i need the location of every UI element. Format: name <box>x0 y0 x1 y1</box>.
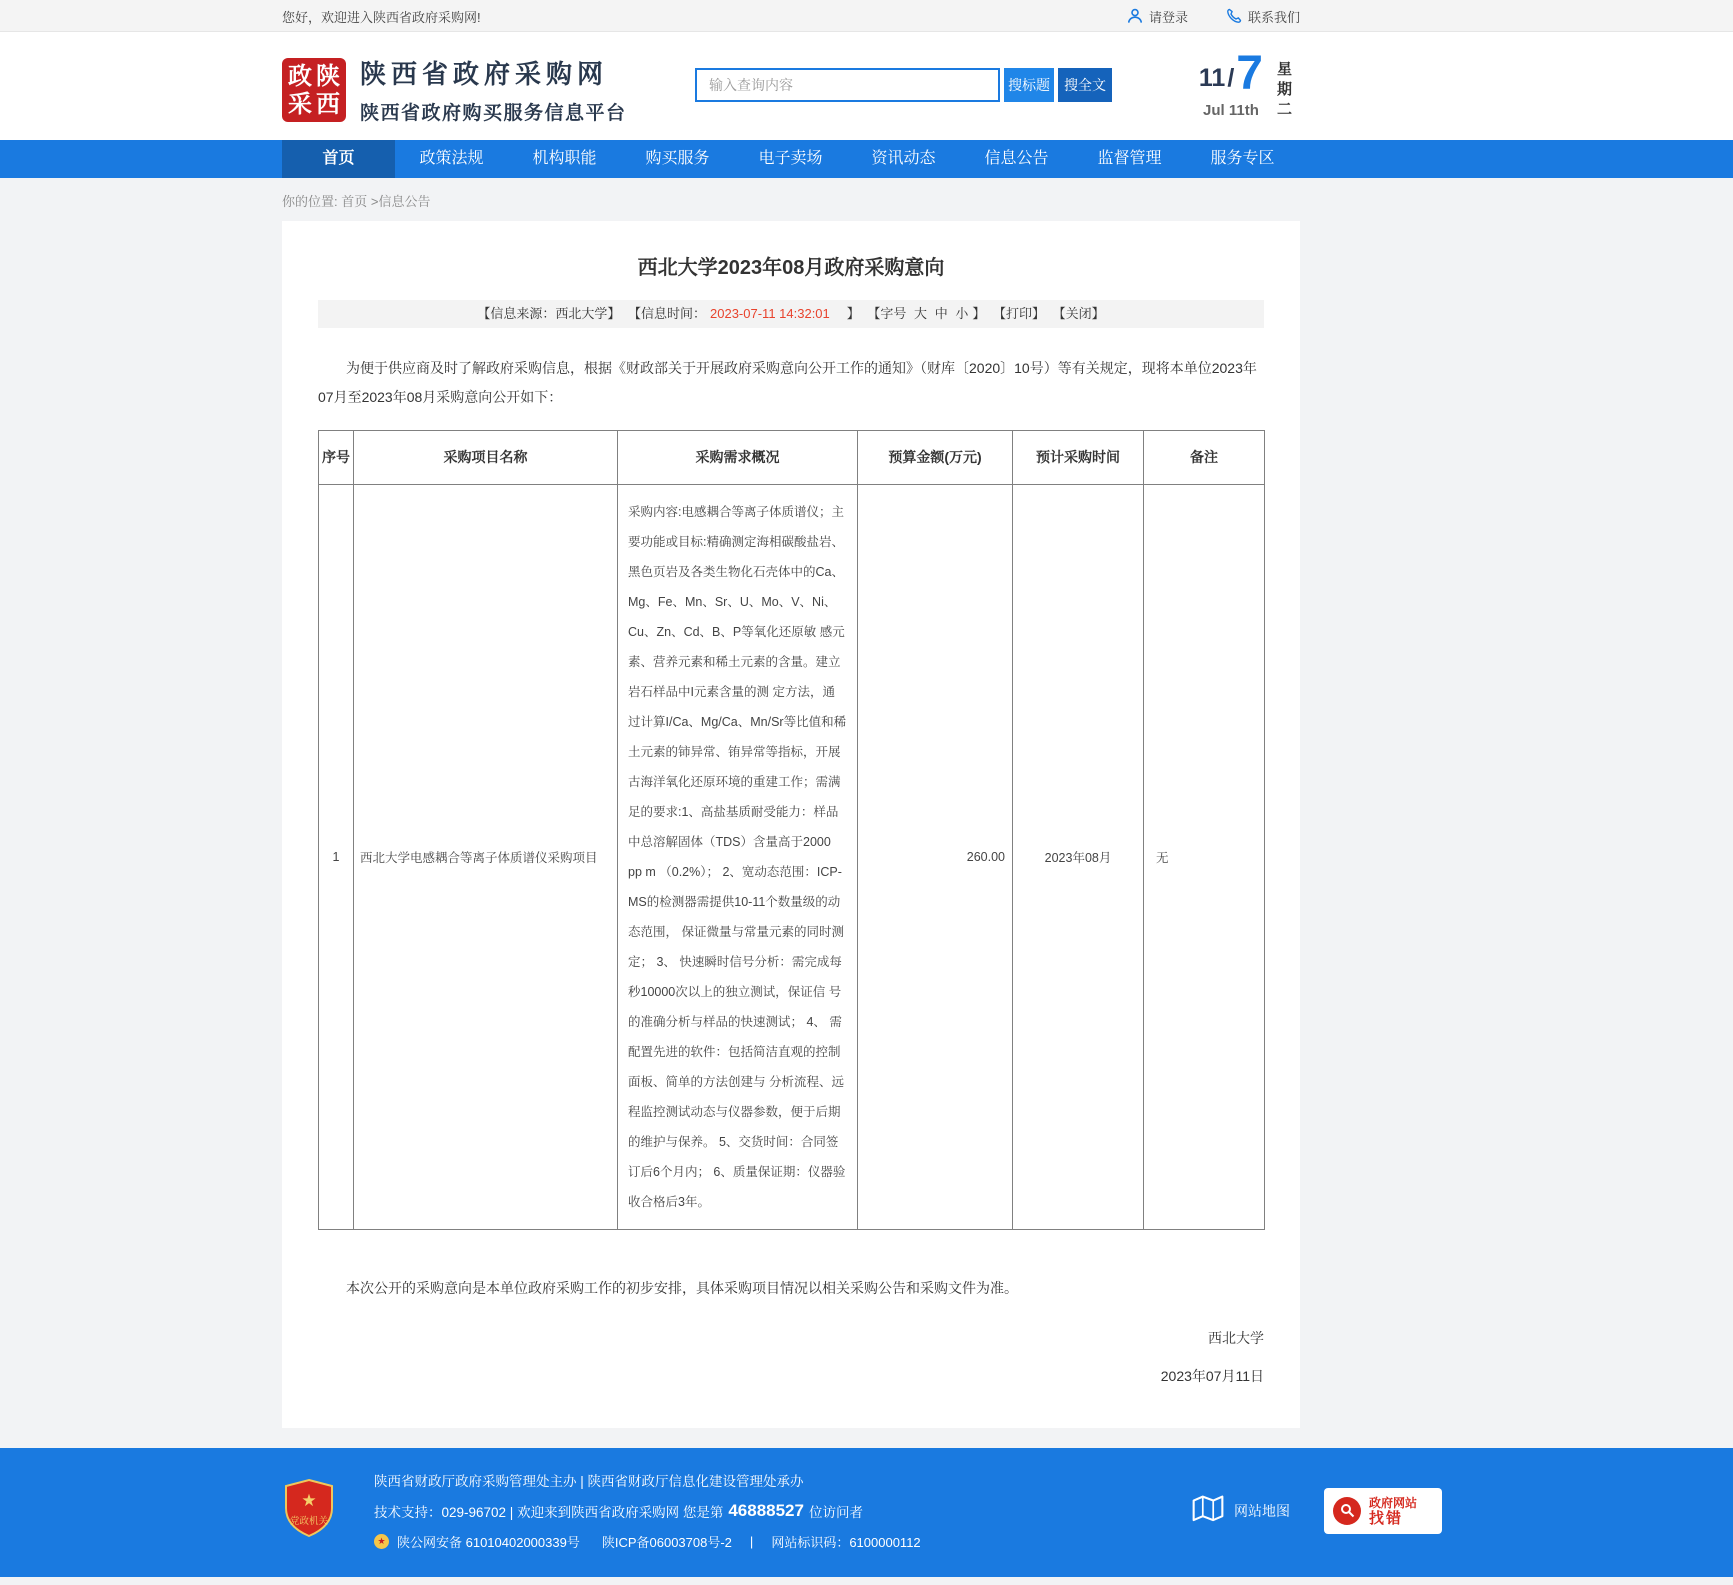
print-button[interactable]: 【打印】 <box>992 306 1045 321</box>
date-weekday: 星 期 二 <box>1276 61 1292 118</box>
cell-budget: 260.00 <box>858 485 1013 1230</box>
table-header-row <box>319 431 1265 485</box>
search-fulltext-button[interactable]: 搜全文 <box>1058 68 1112 102</box>
col-header-time: 预计采购时间 <box>1013 431 1144 485</box>
icp-beian-link[interactable]: 陕ICP备06003708号-2 <box>601 1535 732 1550</box>
close-button[interactable]: 【关闭】 <box>1052 306 1105 321</box>
top-bar <box>0 0 1733 32</box>
sitemap-link[interactable]: 网站地图 <box>1191 1494 1290 1527</box>
signature-org: 西北大学 <box>1208 1330 1264 1346</box>
nav-item-e-mall[interactable]: 电子卖场 <box>758 150 823 167</box>
contact-link[interactable]: 联系我们 <box>1226 7 1300 26</box>
brand[interactable] <box>282 54 627 125</box>
svg-text:党政机关: 党政机关 <box>289 1516 329 1527</box>
site-logo: 政 陕 采 西 <box>282 58 346 122</box>
search-box <box>695 68 1112 102</box>
party-government-emblem[interactable] <box>282 1478 336 1543</box>
date-widget: 11 / 7 Jul 11th 星 期 二 <box>1198 47 1292 119</box>
site-header <box>0 32 1733 140</box>
police-beian-link[interactable]: 陕公网安备 61010402000339号 <box>397 1535 580 1550</box>
site-title: 陕西省政府采购网 <box>360 59 609 89</box>
footer-org-line: 陕西省财政厅政府采购管理处主办 | 陕西省财政厅信息化建设管理处承办 <box>374 1474 804 1489</box>
signature-date: 2023年07月11日 <box>1160 1368 1264 1384</box>
table-row <box>319 485 1265 1230</box>
date-day: 7 <box>1236 47 1263 100</box>
cell-project-name: 西北大学电感耦合等离子体质谱仪采购项目 <box>354 485 618 1230</box>
article-card <box>282 221 1300 1428</box>
closing-paragraph: 本次公开的采购意向是本单位政府采购工作的初步安排，具体采购项目情况以相关采购公告和采购文件为准。 <box>346 1280 1018 1296</box>
cell-remark: 无 <box>1144 485 1265 1230</box>
site-code: 网站标识码：6100000112 <box>771 1535 921 1550</box>
magnifier-icon <box>1333 1497 1361 1525</box>
visitor-count: 46888527 <box>728 1501 804 1520</box>
cell-serial-no: 1 <box>319 485 354 1230</box>
nav-item-service-zone[interactable]: 服务专区 <box>1210 150 1275 167</box>
info-source: 【信息来源：西北大学】 <box>477 306 621 321</box>
map-icon <box>1191 1494 1225 1527</box>
welcome-text: 您好，欢迎进入陕西省政府采购网! <box>282 9 481 25</box>
gov-site-error-report-widget[interactable]: 政府网站 找错 <box>1324 1488 1442 1534</box>
intro-paragraph: 为便于供应商及时了解政府采购信息，根据《财政部关于开展政府采购意向公开工作的通知》（财库〔2020〕10号）等有关规定，现将本单位2023年07月至2023年08月采购意向公开如下： <box>318 360 1257 405</box>
col-header-demand: 采购需求概况 <box>618 431 858 485</box>
info-time-value: 2023-07-11 14:32:01 <box>710 306 830 321</box>
nav-item-news[interactable]: 资讯动态 <box>871 150 936 167</box>
nav-item-supervision[interactable]: 监督管理 <box>1097 150 1162 167</box>
breadcrumb-prefix: 你的位置: <box>282 194 338 209</box>
search-input[interactable] <box>695 68 1000 102</box>
nav-item-home[interactable]: 首页 <box>282 140 395 178</box>
date-month: 11 <box>1198 64 1226 92</box>
col-header-remark: 备注 <box>1144 431 1265 485</box>
font-size-large[interactable]: 大 <box>914 306 928 321</box>
page-title: 西北大学2023年08月政府采购意向 <box>637 257 945 279</box>
phone-icon <box>1226 8 1242 24</box>
font-size-label: 【字号 <box>867 306 907 321</box>
nav-item-announcements[interactable]: 信息公告 <box>984 150 1049 167</box>
breadcrumb: 你的位置: 首页 >信息公告 <box>282 194 431 209</box>
nav-item-purchase-services[interactable]: 购买服务 <box>645 150 710 167</box>
site-footer <box>0 1448 1733 1577</box>
footer-support-line: 技术支持：029-96702 | 欢迎来到陕西省政府采购网 您是第 46888527 位访问者 <box>374 1501 863 1520</box>
login-link[interactable]: 请登录 <box>1127 7 1188 26</box>
breadcrumb-current-link[interactable]: 信息公告 <box>378 194 431 209</box>
cell-purchase-time: 2023年08月 <box>1013 485 1144 1230</box>
font-size-medium[interactable]: 中 <box>934 306 948 321</box>
col-header-name: 采购项目名称 <box>354 431 618 485</box>
col-header-no: 序号 <box>319 431 354 485</box>
article-meta-bar: 【信息来源：西北大学】 【信息时间： 2023-07-11 14:32:01 】 【字号 大 中 小 】 【打印】 【关闭】 <box>318 300 1264 328</box>
nav-item-policies[interactable]: 政策法规 <box>419 150 484 167</box>
font-size-small[interactable]: 小 <box>955 306 969 321</box>
cell-demand-summary: 采购内容:电感耦合等离子体质谱仪；主要功能或目标:精确测定海相碳酸盐岩、黑色页岩及各类生物化石壳体中的Ca、Mg、Fe、Mn、Sr、U、Mo、V、Ni、Cu、Zn、Cd、B、P等氧化还原敏 感元素、营养元素和稀土元素的含量。建立岩石样品中I元素含量的测 定方法，通过计算I/Ca、Mg/Ca、Mn/Sr等比值和稀土元素的铈异常、铕异常等指标，开展古海洋氧化还原环境的重建工作；需满足的要求:1、高盐基质耐受能力：样品中总溶解固体（TDS）含量高于2000 pp m （0.2%）； 2、宽动态范围：ICP-MS的检测器需提供10-11个数量级的动态范围， 保证微量与常量元素的同时测定； 3、 快速瞬时信号分析：需完成每秒10000次以上的独立测试，保证信 号的准确分析与样品的快速测试； 4、 需配置先进的软件：包括简洁直观的控制面板、简单的方法创建与 分析流程、远程监控测试动态与仪器参数，便于后期的维护与保养。 5、交货时间：合同签订后6个月内； 6、质量保证期：仪器验收合格后3年。 <box>618 485 858 1230</box>
main-nav <box>0 140 1733 178</box>
date-english: Jul 11th <box>1203 102 1259 119</box>
procurement-table <box>318 430 1265 1230</box>
col-header-budget: 预算金额(万元) <box>858 431 1013 485</box>
footer-beian-line: ★ 陕公网安备 61010402000339号 陕ICP备06003708号-2 | 网站标识码：6100000112 <box>374 1532 1191 1551</box>
svg-text:★: ★ <box>301 1491 317 1510</box>
search-title-button[interactable]: 搜标题 <box>1004 68 1054 102</box>
site-subtitle: 陕西省政府购买服务信息平台 <box>360 103 627 124</box>
info-time-label: 【信息时间： <box>628 306 707 321</box>
user-icon <box>1127 8 1143 24</box>
police-badge-icon: ★ <box>374 1534 389 1549</box>
nav-item-functions[interactable]: 机构职能 <box>532 150 597 167</box>
breadcrumb-home-link[interactable]: 首页 <box>341 194 368 209</box>
